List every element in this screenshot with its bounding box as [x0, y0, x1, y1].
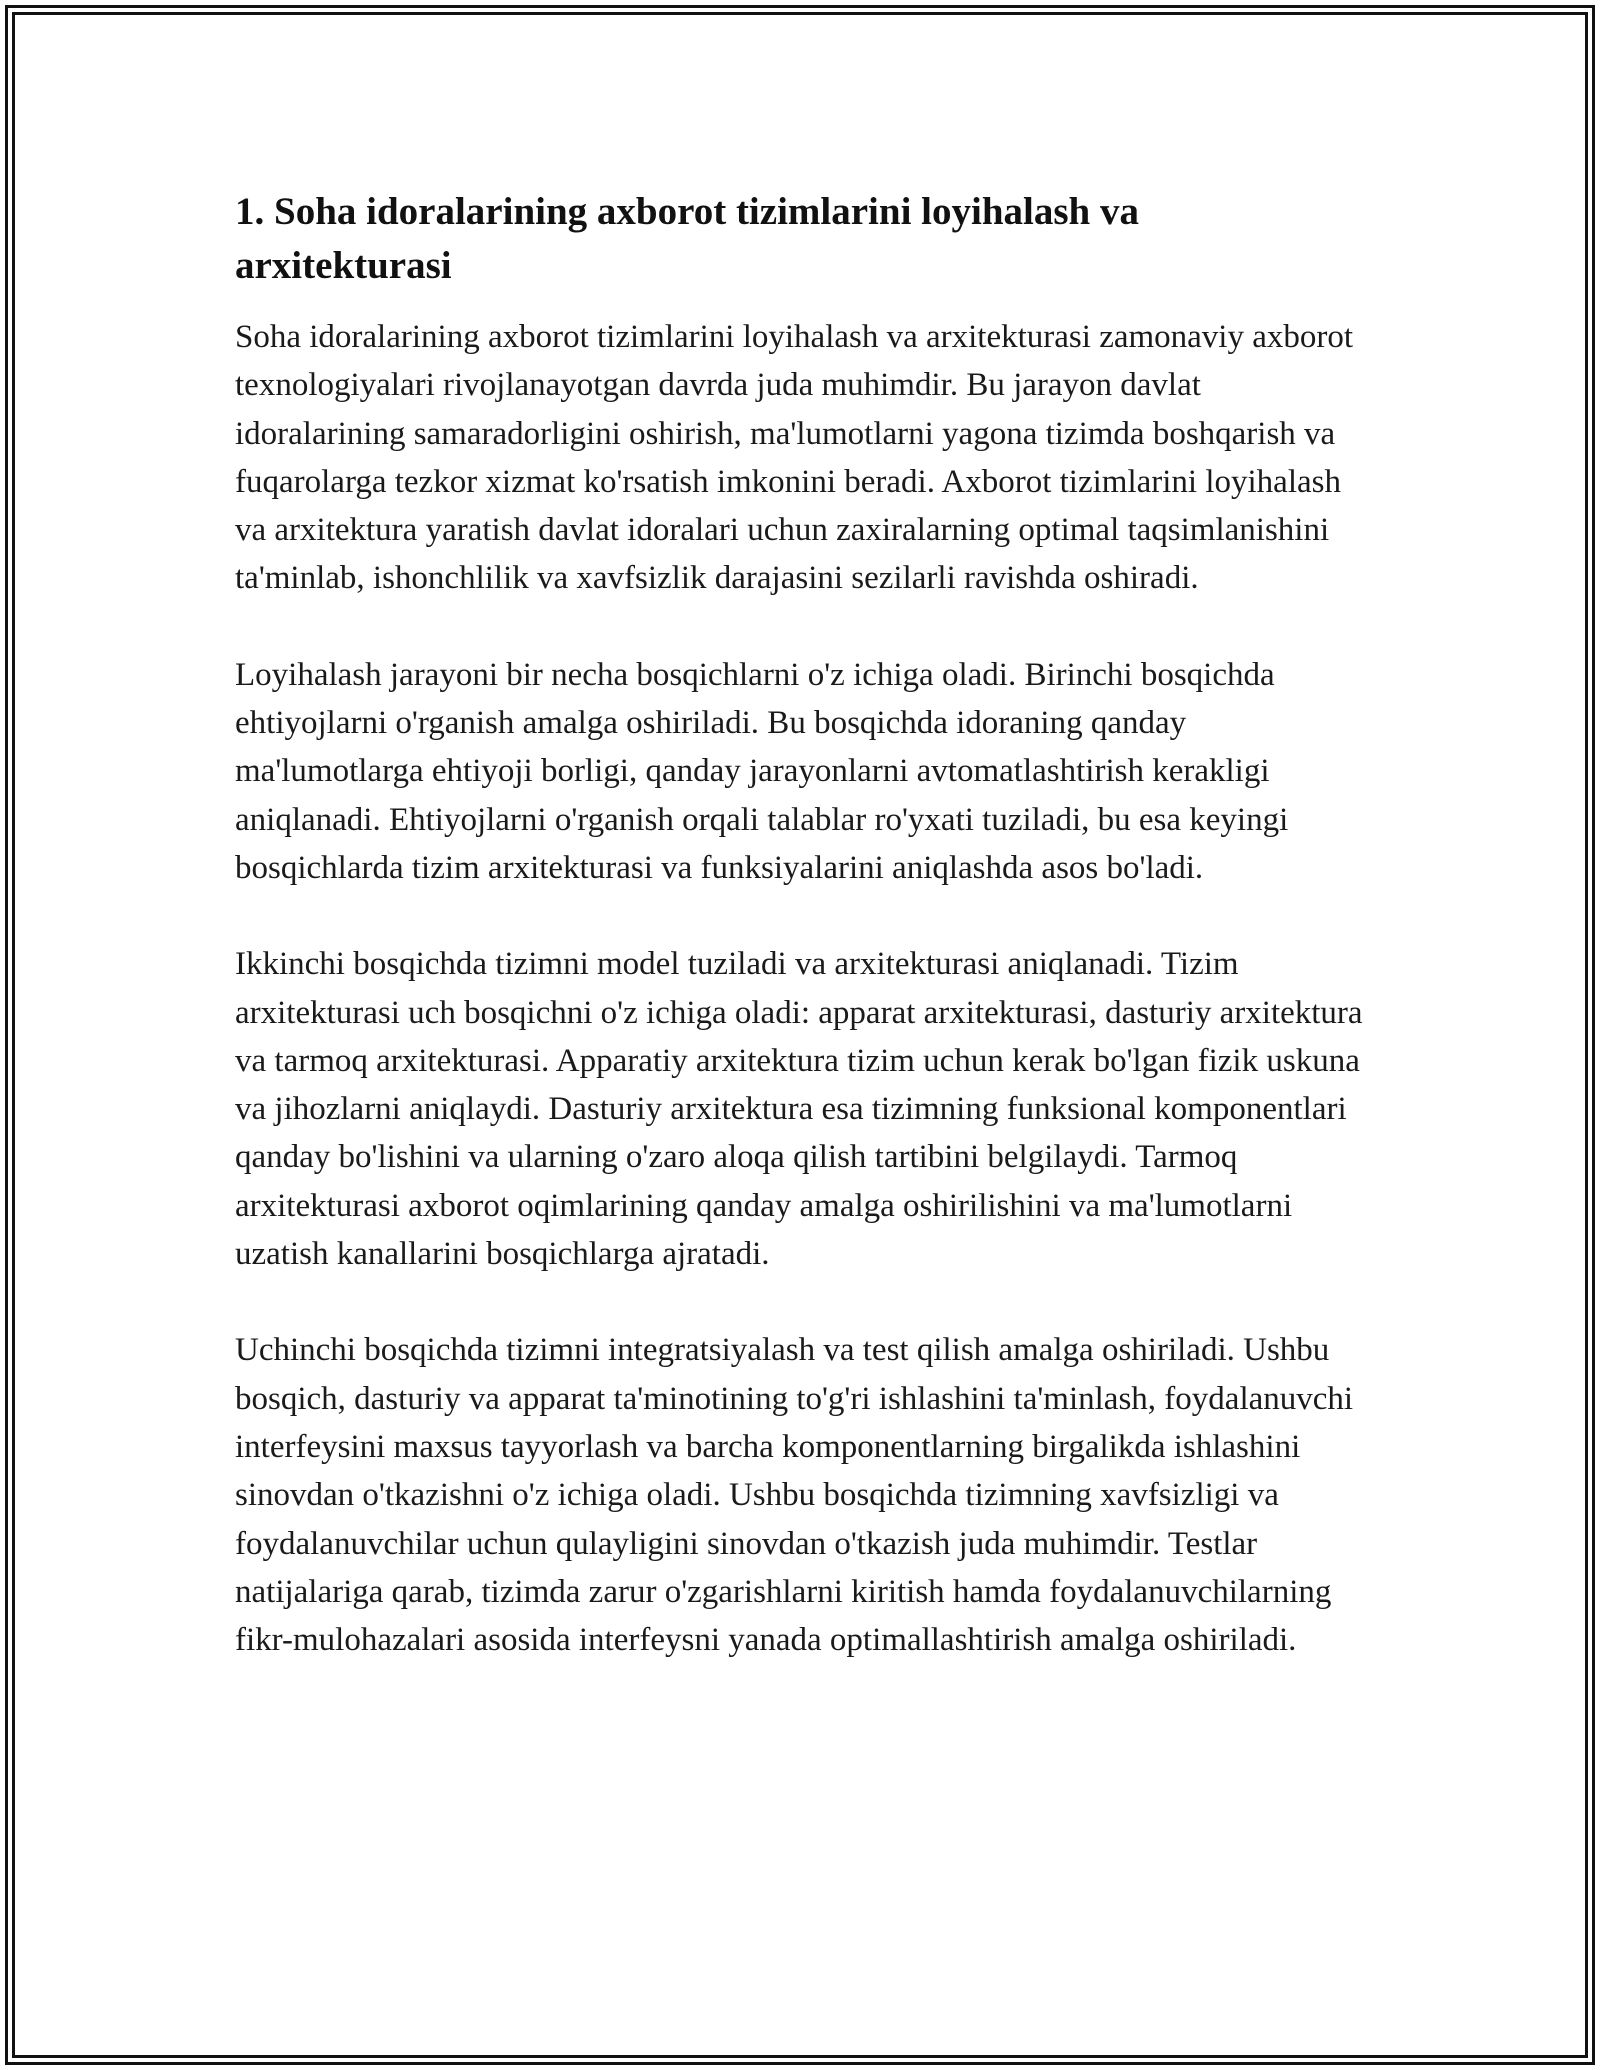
paragraph-4: Uchinchi bosqichda tizimni integratsiyalash va test qilish amalga oshiriladi. Ushbu bosqich, dasturiy va apparat ta'minotining to'g'ri ishlashini ta'minlash, foydalanuvchi interfeysini maxsus tayyorlash va barcha komponentlarning birgalikda ishlashini sinovdan o'tkazishni o'z ichiga oladi. Ushbu bosqichda tizimning xavfsizligi va foydalanuvchilar uchun qulayligini sinovdan o'tkazish juda muhimdir. Testlar natijalariga qarab, tizimda zarur o'zgarishlarni kiritish hamda foydalanuvchilarning fikr-mulohazalari asosida interfeysni yanada optimallashtirish amalga oshiriladi.: [235, 1332, 1354, 1659]
paragraph-2: Loyihalash jarayoni bir necha bosqichlarni o'z ichiga oladi. Birinchi bosqichda ehtiyojlarni o'rganish amalga oshiriladi. Bu bosqichda idoraning qanday ma'lumotlarga ehtiyoji borligi, qanday jarayonlarni avtomatlashtirish kerakligi aniqlanadi. Ehtiyojlarni o'rganish orqali talablar ro'yxati tuziladi, bu esa keyingi bosqichlarda tizim arxitekturasi va funksiyalarini aniqlashda asos bo'ladi.: [235, 656, 1289, 886]
paragraph-3: Ikkinchi bosqichda tizimni model tuziladi va arxitekturasi aniqlanadi. Tizim arxitekturasi uch bosqichni o'z ichiga oladi: apparat arxitekturasi, dasturiy arxitektura va tarmoq arxitekturasi. Apparatiy arxitektura tizim uchun kerak bo'lgan fizik uskuna va jihozlarni aniqlaydi. Dasturiy arxitektura esa tizimning funksional komponentlari qanday bo'lishini va ularning o'zaro aloqa qilish tartibini belgilaydi. Tarmoq arxitekturasi axborot oqimlarining qanday amalga oshirilishini va ma'lumotlarni uzatish kanallarini bosqichlarga ajratadi.: [235, 946, 1363, 1273]
document-body: [235, 185, 1375, 1712]
paragraph-1: Soha idoralarining axborot tizimlarini loyihalash va arxitekturasi zamonaviy axborot texnologiyalari rivojlanayotgan davrda juda muhimdir. Bu jarayon davlat idoralarining samaradorligini oshirish, ma'lumotlarni yagona tizimda boshqarish va fuqarolarga tezkor xizmat ko'rsatish imkonini beradi. Axborot tizimlarini loyihalash va arxitektura yaratish davlat idoralari uchun zaxiralarning optimal taqsimlanishini ta'minlab, ishonchlilik va xavfsizlik darajasini sezilarli ravishda oshiradi.: [235, 319, 1354, 597]
section-heading: 1. Soha idoralarining axborot tizimlarini loyihalash va arxitekturasi: [235, 190, 1139, 287]
